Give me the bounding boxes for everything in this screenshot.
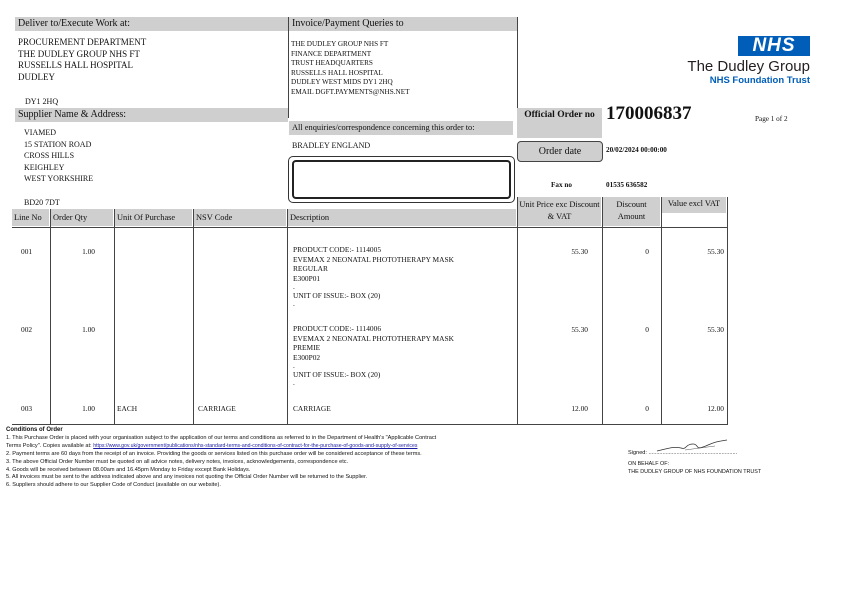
behalf-label: ON BEHALF OF:: [628, 461, 670, 467]
deliver-line: DUDLEY: [18, 71, 55, 82]
desc-line: PREMIE: [293, 343, 321, 352]
line-description: [293, 245, 513, 307]
org-name: The Dudley Group: [687, 58, 810, 75]
line-qty: 1.00: [82, 325, 95, 334]
supplier-line: 15 STATION ROAD: [24, 139, 92, 149]
invoice-line: EMAIL DGFT.PAYMENTS@NHS.NET: [291, 87, 410, 96]
terms-link[interactable]: https://www.gov.uk/government/publications/nhs-standard-terms-and-conditions-of-contract-for-the-purchase-of-goods-and-supply-of-services: [93, 442, 418, 449]
conditions: [6, 427, 621, 490]
line-price: 55.30: [571, 325, 588, 334]
order-date: 20/02/2024 00:00:00: [606, 146, 667, 154]
order-number: 170006837: [606, 103, 692, 124]
desc-line: .: [293, 298, 295, 308]
line-unit: EACH: [117, 404, 138, 413]
behalf-trust: THE DUDLEY GROUP OF NHS FOUNDATION TRUST: [628, 469, 762, 475]
col-price: [518, 197, 601, 226]
condition-item-text: Terms Policy". Copies available at:: [6, 442, 92, 449]
line-discount: 0: [645, 325, 649, 334]
supplier-postcode: BD20 7DT: [24, 198, 60, 207]
condition-item: 3. The above Official Order Number must be quoted on all advice notes, delivery notes, invoices, acknowledgements, correspondence etc.: [6, 458, 349, 465]
line-discount: 0: [645, 404, 649, 413]
col-value-text: Value excl VAT: [667, 199, 721, 208]
signed-dots: .........................................................: [648, 450, 738, 456]
col-unit: Unit Of Purchase: [115, 209, 192, 226]
deliver-line: RUSSELLS HALL HOSPITAL: [18, 60, 133, 70]
col-discount: [603, 197, 660, 226]
desc-line: PRODUCT CODE:- 1114006: [293, 324, 382, 333]
invoice-line: FINANCE DEPARTMENT: [291, 49, 372, 58]
line-description: [293, 404, 513, 414]
invoice-address: [291, 40, 516, 97]
condition-item: 2. Payment terms are 60 days from the receipt of an invoice. Providing the goods or services listed on this purchase order will be considered acceptance of these terms.: [6, 450, 422, 457]
order-date-label: Order date: [538, 146, 582, 157]
invoice-line: DUDLEY WEST MIDS DY1 2HQ: [291, 78, 393, 86]
line-description: [293, 324, 513, 386]
deliver-line: PROCUREMENT DEPARTMENT: [18, 37, 147, 47]
desc-line: .: [293, 361, 295, 370]
invoice-line: RUSSELLS HALL HOSPITAL: [291, 68, 383, 77]
col-value: [662, 197, 726, 213]
nhs-lozenge: NHS: [738, 36, 810, 56]
desc-line: .: [293, 377, 295, 387]
line-price: 12.00: [571, 404, 588, 413]
signed-text: Signed:: [628, 450, 647, 456]
conditions-title: Conditions of Order: [6, 427, 63, 433]
line-value: 12.00: [707, 404, 724, 413]
deliver-line: THE DUDLEY GROUP NHS FT: [18, 48, 140, 59]
supplier-line: KEIGHLEY: [24, 162, 65, 172]
condition-item: 1. This Purchase Order is placed with your organisation subject to the application of our terms and conditions as referred to in the Department of Health's "Applicable Contract: [6, 434, 437, 441]
col-description: Description: [288, 209, 516, 226]
deliver-postcode: DY1 2HQ: [25, 97, 59, 106]
condition-item: 6. Suppliers should adhere to our Supplier Code of Conduct (available on our website).: [6, 482, 221, 489]
supplier-address: [24, 127, 279, 185]
col-order-qty: Order Qty: [51, 209, 113, 226]
condition-item: 4. Goods will be received between 08.00am and 16.45pm Monday to Friday except Bank Holidays.: [6, 466, 251, 473]
desc-line: .: [293, 282, 295, 291]
signature-image: [655, 436, 735, 456]
order-date-box: [517, 141, 603, 162]
col-discount-text: Discount Amount: [616, 200, 647, 221]
line-qty: 1.00: [82, 247, 95, 256]
line-qty: 1.00: [82, 404, 95, 413]
line-value: 55.30: [707, 247, 724, 256]
desc-line: UNIT OF ISSUE:- BOX (20): [293, 291, 381, 300]
enquiries-box-inner: [292, 160, 511, 199]
desc-line: EVEMAX 2 NEONATAL PHOTOTHERAPY MASK: [293, 254, 454, 264]
desc-line: UNIT OF ISSUE:- BOX (20): [293, 370, 381, 379]
desc-line: E300P01: [293, 273, 321, 283]
line-discount: 0: [645, 247, 649, 256]
invoice-line: THE DUDLEY GROUP NHS FT: [291, 40, 389, 48]
condition-item: 5. All invoices must be sent to the address indicated above and any invoices not quoting the Official Order Number will be returned to the Supplier.: [6, 474, 368, 481]
col-nsv: NSV Code: [194, 209, 286, 226]
invoice-header: Invoice/Payment Queries to: [289, 17, 517, 31]
line-value: 55.30: [707, 325, 724, 334]
line-nsv: CARRIAGE: [198, 404, 236, 413]
supplier-line: CROSS HILLS: [24, 151, 75, 160]
deliver-header: Deliver to/Execute Work at:: [15, 17, 288, 31]
page-number: Page 1 of 2: [755, 115, 788, 123]
fax-label: Fax no: [551, 181, 572, 189]
desc-line: EVEMAX 2 NEONATAL PHOTOTHERAPY MASK: [293, 333, 454, 343]
deliver-address: [18, 37, 278, 83]
official-order-text: Official Order no: [524, 110, 595, 120]
col-price-text: Unit Price exc Discount & VAT: [519, 200, 600, 221]
col-line-no: Line No: [12, 209, 49, 226]
official-order-label: [517, 108, 602, 138]
enquiries-header: All enquiries/correspondence concerning this order to:: [289, 121, 513, 135]
trust-name: NHS Foundation Trust: [709, 75, 810, 86]
supplier-header: Supplier Name & Address:: [15, 108, 288, 122]
nhs-logo: [630, 20, 837, 102]
enquiries-contact: BRADLEY ENGLAND: [292, 141, 371, 150]
supplier-line: VIAMED: [24, 128, 56, 137]
line-no: 002: [21, 325, 33, 334]
fax-number: 01535 636582: [606, 181, 648, 189]
line-no: 003: [21, 404, 33, 413]
desc-line: CARRIAGE: [293, 404, 331, 413]
supplier-line: WEST YORKSHIRE: [24, 174, 94, 183]
condition-item: [6, 443, 621, 451]
desc-line: E300P02: [293, 352, 321, 362]
line-price: 55.30: [571, 247, 588, 256]
line-no: 001: [21, 247, 33, 256]
desc-line: PRODUCT CODE:- 1114005: [293, 245, 382, 254]
invoice-line: TRUST HEADQUARTERS: [291, 59, 373, 67]
desc-line: REGULAR: [293, 264, 328, 273]
